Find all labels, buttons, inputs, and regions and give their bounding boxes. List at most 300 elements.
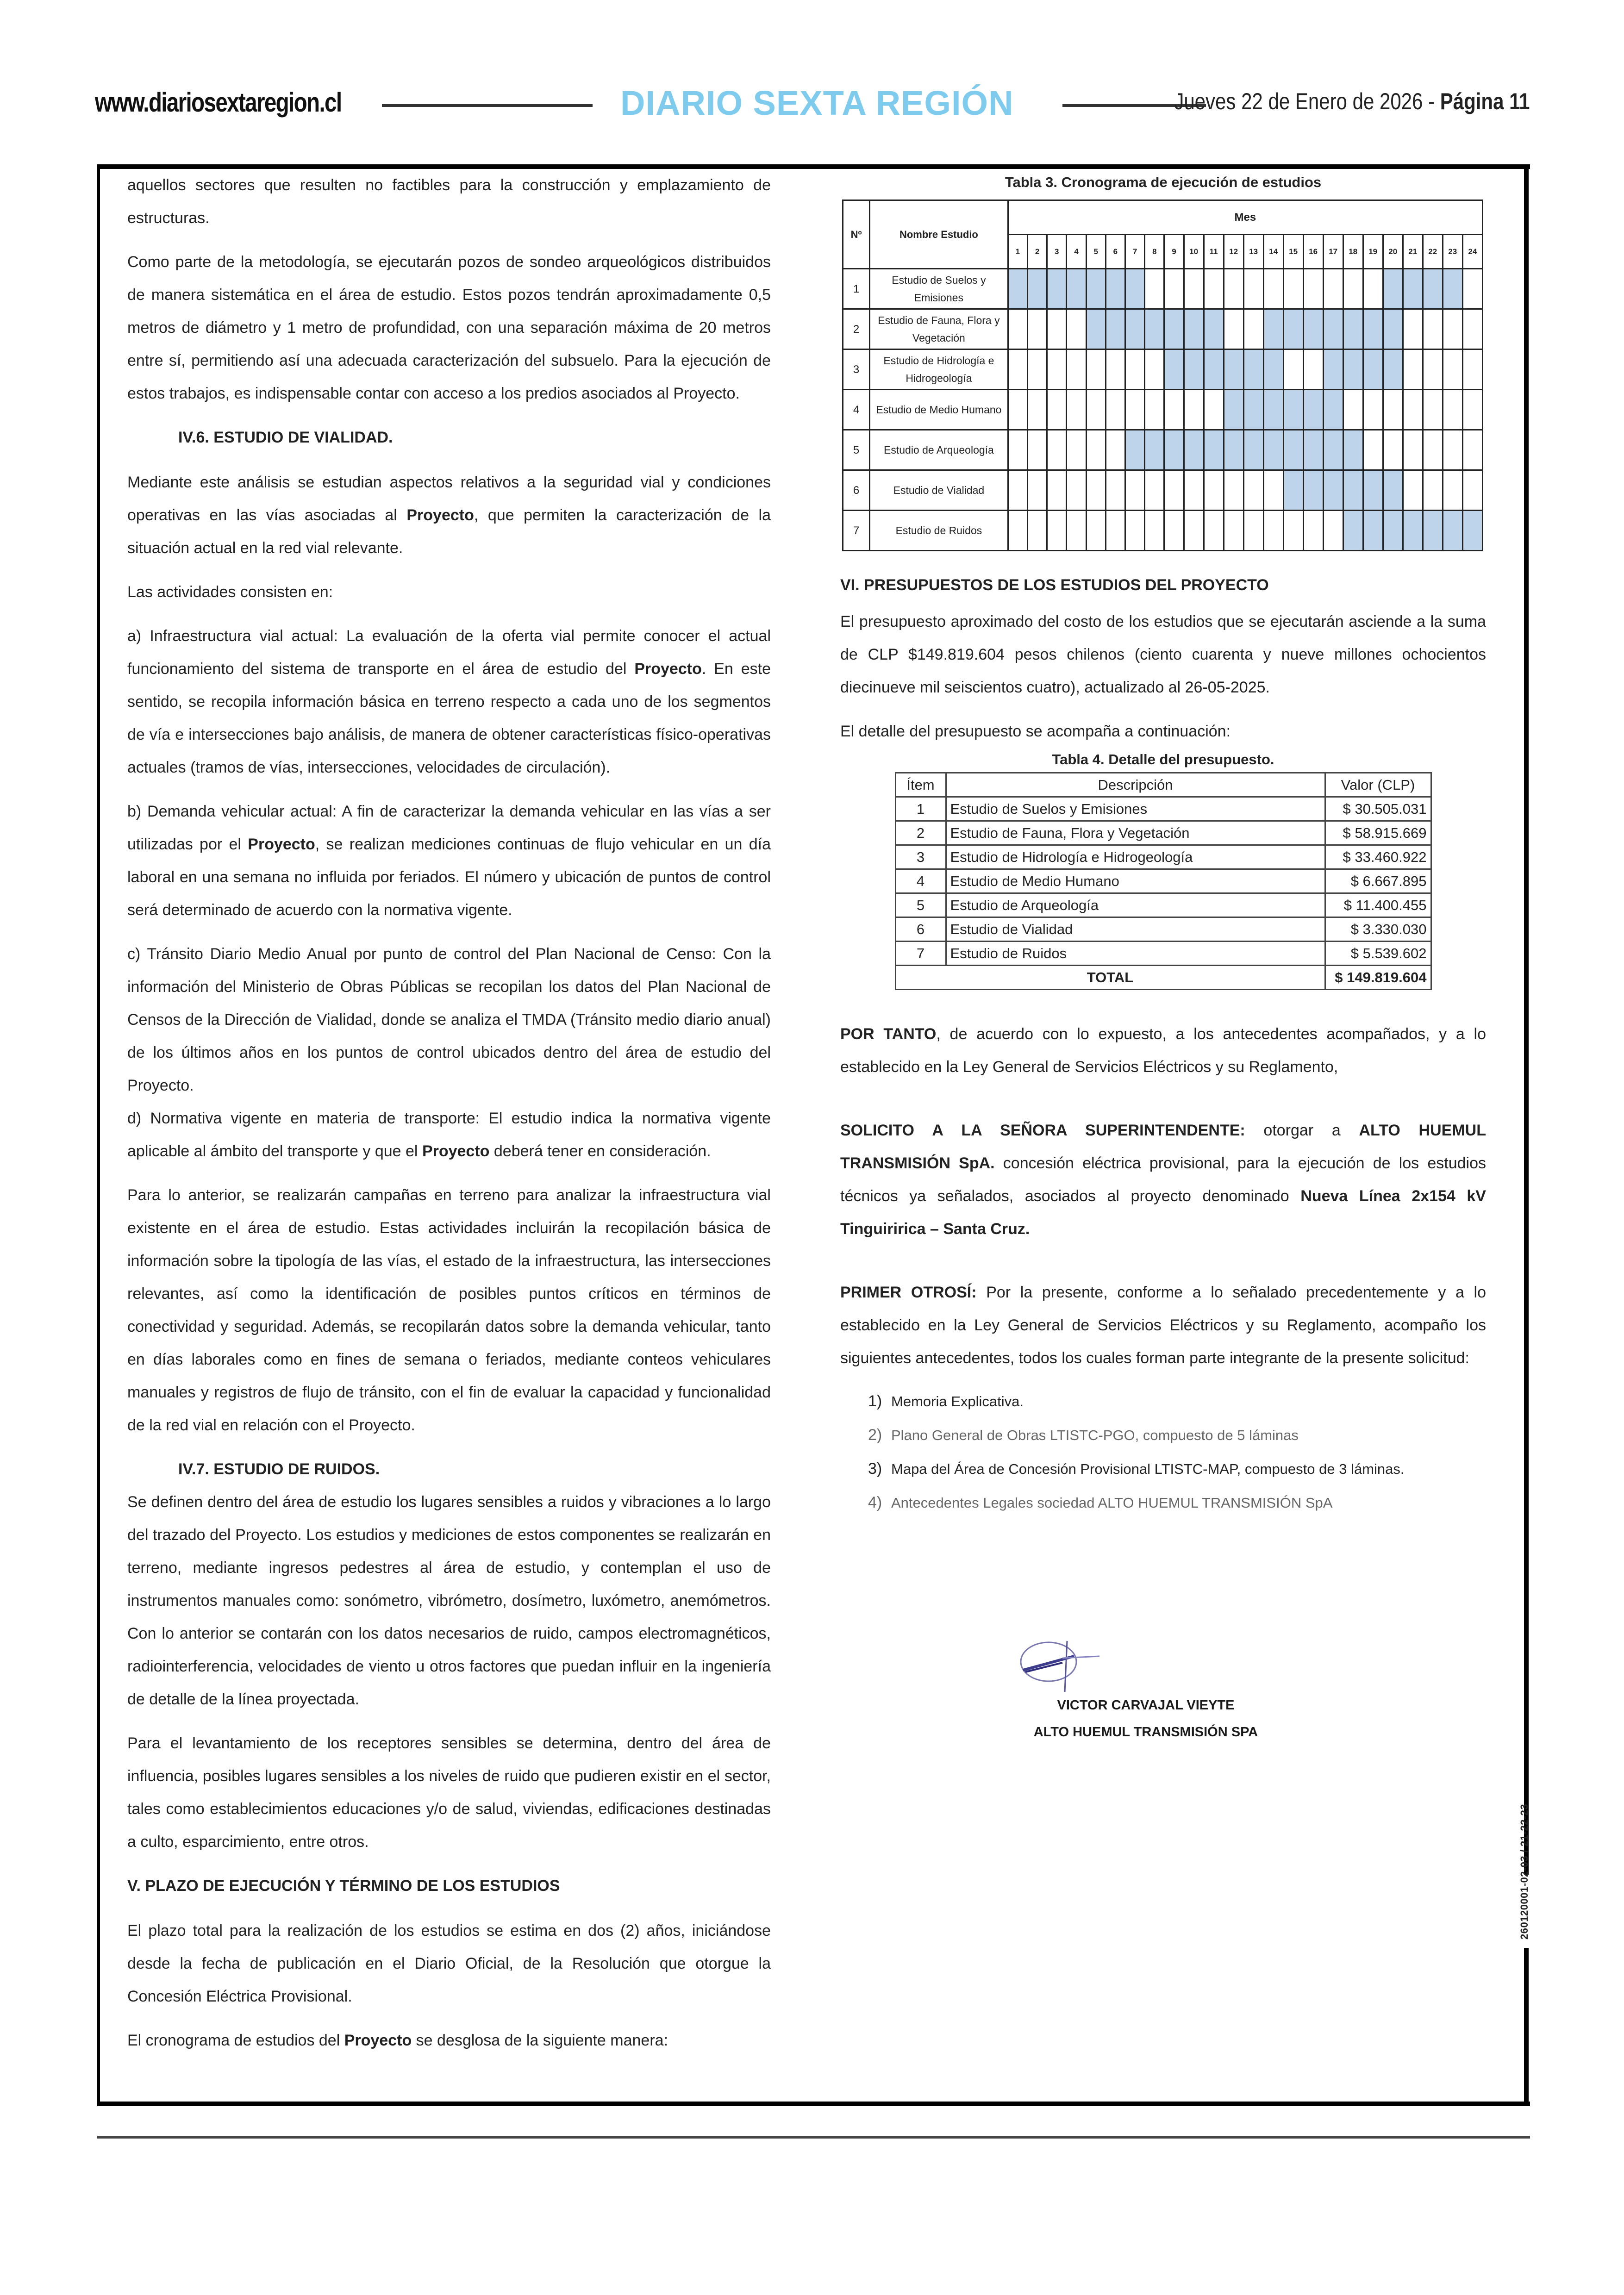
schedule-cell (1224, 511, 1243, 551)
annex-list (840, 1386, 1486, 1518)
month-header: 10 (1184, 235, 1204, 269)
month-header: 20 (1383, 235, 1403, 269)
schedule-cell (1462, 349, 1482, 390)
item-value: $ 6.667.895 (1325, 869, 1431, 893)
schedule-cell (1027, 390, 1047, 430)
list-item-b (127, 795, 771, 927)
schedule-cell (1047, 309, 1067, 349)
schedule-cell-active (1243, 390, 1263, 430)
schedule-cell-active (1383, 470, 1403, 511)
schedule-table (842, 200, 1483, 551)
emphasis: Proyecto (344, 2032, 412, 2049)
item-description: Estudio de Vialidad (946, 917, 1325, 942)
schedule-cell (1263, 269, 1283, 309)
schedule-cell (1047, 349, 1067, 390)
publication-code: 260120001-02-03 / 21-22-23 (1518, 1803, 1530, 1940)
schedule-cell-active (1363, 511, 1383, 551)
annex-item (868, 1420, 1486, 1451)
schedule-cell-active (1283, 430, 1303, 470)
schedule-cell (1462, 430, 1482, 470)
schedule-cell (1106, 349, 1125, 390)
study-name: Estudio de Arqueología (870, 430, 1008, 470)
schedule-cell-active (1403, 269, 1423, 309)
schedule-cell (1067, 309, 1086, 349)
section-heading-presupuesto: VI. PRESUPUESTOS DE LOS ESTUDIOS DEL PROYECTO (840, 576, 1269, 594)
schedule-cell (1403, 470, 1423, 511)
schedule-cell (1145, 511, 1164, 551)
list-item-c: c) Tránsito Diario Medio Anual por punto de control del Plan Nacional de Censo: Con la información del Ministerio de Obras Públicas se recopilan los datos del Plan Nacional de Censos de la Dirección de Vialidad, donde se analiza el TMDA (Tránsito medio diario anual) de los últimos años en los puntos de control ubicados dentro del área de estudio del Proyecto. (127, 945, 771, 1094)
total-row (895, 966, 1431, 990)
paragraph: Como parte de la metodología, se ejecutarán pozos de sondeo arqueológicos distribuidos de manera sistemática en el área de estudio. Estos pozos tendrán aproximadamente 0,5 metros de diámetro y 1 metro de profundidad, con una separación máxima de 20 metros entre sí, permitiendo así una adecuada caracterización del subsuelo. Para la ejecución de estos trabajos, es indispensable contar con acceso a los predios asociados al Proyecto. (127, 253, 771, 402)
col-header-name: Nombre Estudio (870, 200, 1008, 269)
paragraph: Se definen dentro del área de estudio los lugares sensibles a ruidos y vibraciones a lo largo del trazado del Proyecto. Los estudios y mediciones de estos componentes se realizarán en terreno, mediante ingresos pedestres al área de estudio, y contemplan el uso de instrumentos manuales como: sonómetro, vibrómetro, dosímetro, luxómetro, anemómetros. Con lo anterior se contarán con los datos necesarios de ruido, campos electromagnéticos, radiointerferencia, velocidades de viento u otros factores que puedan influir en la ingeniería de detalle de la línea proyectada. (127, 1493, 771, 1708)
schedule-cell-active (1125, 430, 1145, 470)
annex-item (868, 1386, 1486, 1417)
schedule-row (843, 470, 1483, 511)
study-name: Estudio de Vialidad (870, 470, 1008, 511)
schedule-cell-active (1323, 470, 1343, 511)
emphasis: POR TANTO (840, 1025, 937, 1043)
paragraph (127, 466, 771, 565)
budget-row (895, 821, 1431, 845)
schedule-cell (1086, 511, 1106, 551)
schedule-cell-active (1224, 430, 1243, 470)
schedule-cell (1462, 390, 1482, 430)
frame-border-top (97, 164, 1530, 169)
item-value: $ 30.505.031 (1325, 797, 1431, 821)
item-number: 1 (895, 797, 946, 821)
schedule-cell-active (1145, 430, 1164, 470)
schedule-cell (1403, 430, 1423, 470)
frame-border-right (1524, 164, 1529, 1875)
budget-row (895, 942, 1431, 966)
schedule-cell (1008, 430, 1027, 470)
annex-item (868, 1487, 1486, 1518)
otrosi-paragraph (840, 1276, 1486, 1375)
schedule-cell (1008, 349, 1027, 390)
date-text: Jueves 22 de Enero de 2026 - (1174, 88, 1441, 114)
text: Mediante este análisis se estudian aspectos relativos a la seguridad vial y condiciones operativas en las vías asociadas al (127, 474, 771, 524)
schedule-cell-active (1363, 349, 1383, 390)
schedule-cell (1423, 309, 1443, 349)
text: deberá tener en consideración. (489, 1142, 711, 1160)
annex-text: Plano General de Obras LTISTC-PGO, compuesto de 5 láminas (891, 1427, 1299, 1443)
item-number: 2 (895, 821, 946, 845)
month-header: 2 (1027, 235, 1047, 269)
por-tanto-paragraph (840, 1018, 1486, 1084)
schedule-cell (1263, 470, 1283, 511)
schedule-cell-active (1184, 430, 1204, 470)
schedule-cell (1363, 269, 1383, 309)
item-description: Estudio de Fauna, Flora y Vegetación (946, 821, 1325, 845)
schedule-cell-active (1343, 511, 1363, 551)
schedule-cell-active (1303, 470, 1323, 511)
schedule-cell-active (1323, 309, 1343, 349)
schedule-cell (1204, 470, 1224, 511)
month-header: 4 (1067, 235, 1086, 269)
schedule-cell-active (1363, 309, 1383, 349)
schedule-cell-active (1323, 390, 1343, 430)
schedule-cell-active (1323, 430, 1343, 470)
text: . En este sentido, se recopila información básica en terreno respecto a cada uno de los segmentos de vía e intersecciones bajo análisis, de manera de obtener características físico-operativas actuales (tramos de vías, intersecciones, velocidades de circulación). (127, 660, 771, 776)
schedule-cell (1125, 390, 1145, 430)
schedule-cell-active (1423, 511, 1443, 551)
schedule-cell (1086, 349, 1106, 390)
schedule-cell (1067, 349, 1086, 390)
schedule-cell (1443, 349, 1462, 390)
schedule-cell-active (1383, 511, 1403, 551)
schedule-cell (1323, 511, 1343, 551)
emphasis: Proyecto (406, 506, 474, 524)
schedule-cell (1008, 309, 1027, 349)
schedule-cell (1125, 349, 1145, 390)
schedule-cell-active (1303, 309, 1323, 349)
schedule-cell-active (1106, 309, 1125, 349)
schedule-cell (1224, 309, 1243, 349)
month-header: 11 (1204, 235, 1224, 269)
schedule-cell (1145, 349, 1164, 390)
table3-caption: Tabla 3. Cronograma de ejecución de estudios (1005, 174, 1322, 190)
schedule-cell (1323, 269, 1343, 309)
schedule-cell (1224, 470, 1243, 511)
frame-border-bottom (97, 2102, 1530, 2106)
schedule-row (843, 390, 1483, 430)
annex-number: 4) (868, 1494, 882, 1511)
schedule-cell-active (1323, 349, 1343, 390)
month-header: 23 (1443, 235, 1462, 269)
annex-item (868, 1453, 1486, 1484)
schedule-row (843, 511, 1483, 551)
schedule-cell-active (1462, 511, 1482, 551)
schedule-cell (1204, 269, 1224, 309)
signature-icon (1016, 1629, 1118, 1694)
month-header: 7 (1125, 235, 1145, 269)
schedule-cell (1047, 430, 1067, 470)
paragraph: Para lo anterior, se realizarán campañas en terreno para analizar la infraestructura vial existente en el área de estudio. Estas actividades incluirán la recopilación básica de información sobre la tipología de las vías, el estado de la infraestructura, las intersecciones relevantes, así como la identificación de posibles puntos críticos en términos de conectividad y seguridad. Además, se recopilarán datos sobre la demanda vehicular, tanto en días laborales como en fines de semana o feriados, mediante conteos vehiculares manuales y registros de flujo de tránsito, con el fin de evaluar la capacidad y funcionalidad de la red vial en relación con el Proyecto. (127, 1186, 771, 1434)
item-number: 6 (895, 917, 946, 942)
schedule-cell (1423, 470, 1443, 511)
schedule-cell (1204, 511, 1224, 551)
month-header: 19 (1363, 235, 1383, 269)
schedule-cell (1067, 470, 1086, 511)
emphasis: SOLICITO A LA SEÑORA SUPERINTENDENTE: (840, 1122, 1245, 1139)
schedule-cell-active (1303, 430, 1323, 470)
list-item-d (127, 1102, 771, 1168)
schedule-cell-active (1204, 309, 1224, 349)
schedule-cell (1443, 390, 1462, 430)
month-header: 14 (1263, 235, 1283, 269)
schedule-cell-active (1343, 309, 1363, 349)
text: d) Normativa vigente en materia de transporte: El estudio indica la normativa vigente aplicable al ámbito del transporte y que el (127, 1110, 771, 1160)
schedule-cell (1086, 470, 1106, 511)
month-header: 18 (1343, 235, 1363, 269)
text: , se realizan mediciones continuas de flujo vehicular en un día laboral en una semana no influida por feriados. El número y ubicación de puntos de control será determinado de acuerdo con la normativa vigente. (127, 836, 771, 919)
schedule-cell (1303, 269, 1323, 309)
schedule-cell (1184, 511, 1204, 551)
schedule-cell-active (1164, 430, 1184, 470)
schedule-cell-active (1283, 470, 1303, 511)
study-number: 1 (843, 269, 870, 309)
site-url[interactable]: www.diariosextaregion.cl (95, 87, 342, 118)
col-header-month: Mes (1008, 200, 1482, 235)
month-header: 5 (1086, 235, 1106, 269)
schedule-cell (1145, 269, 1164, 309)
month-header: 17 (1323, 235, 1343, 269)
schedule-cell-active (1383, 269, 1403, 309)
annex-text: Mapa del Área de Concesión Provisional LTISTC-MAP, compuesto de 3 láminas. (891, 1461, 1405, 1477)
paragraph: Para el levantamiento de los receptores sensibles se determina, dentro del área de influencia, posibles lugares sensibles a los niveles de ruido que pudieren existir en el sector, tales como establecimientos educaciones y/o de salud, viviendas, edificaciones destinadas a culto, esparcimiento, entre otros. (127, 1734, 771, 1851)
schedule-cell (1106, 390, 1125, 430)
schedule-cell (1283, 349, 1303, 390)
schedule-cell (1224, 269, 1243, 309)
text: , que permiten la caracterización de la situación actual en la red vial relevante. (127, 506, 771, 557)
study-number: 2 (843, 309, 870, 349)
text: concesión eléctrica provisional, para la ejecución de los estudios técnicos ya señalados, asociados al proyecto denominado (840, 1154, 1486, 1205)
schedule-cell-active (1343, 349, 1363, 390)
budget-row (895, 917, 1431, 942)
schedule-cell (1303, 511, 1323, 551)
schedule-row (843, 349, 1483, 390)
table4-caption: Tabla 4. Detalle del presupuesto. (1052, 751, 1274, 767)
study-number: 7 (843, 511, 870, 551)
paragraph: El plazo total para la realización de los estudios se estima en dos (2) años, iniciándose desde la fecha de publicación en el Diario Oficial, de la Resolución que otorgue la Concesión Eléctrica Provisional. (127, 1922, 771, 2005)
budget-row (895, 869, 1431, 893)
schedule-cell (1008, 511, 1027, 551)
schedule-cell (1027, 309, 1047, 349)
schedule-cell (1027, 430, 1047, 470)
schedule-cell-active (1343, 470, 1363, 511)
signature-block (840, 1692, 1451, 1746)
schedule-cell (1027, 470, 1047, 511)
schedule-cell-active (1027, 269, 1047, 309)
schedule-cell-active (1125, 269, 1145, 309)
budget-row (895, 797, 1431, 821)
schedule-cell (1184, 390, 1204, 430)
emphasis: PRIMER OTROSÍ: (840, 1284, 977, 1301)
schedule-cell-active (1263, 349, 1283, 390)
schedule-cell (1164, 470, 1184, 511)
schedule-cell-active (1303, 390, 1323, 430)
budget-table (895, 772, 1432, 990)
annex-number: 1) (868, 1392, 882, 1410)
schedule-cell-active (1283, 390, 1303, 430)
col-header-item: Ítem (895, 773, 946, 797)
schedule-cell (1184, 470, 1204, 511)
schedule-cell (1383, 390, 1403, 430)
schedule-cell (1363, 430, 1383, 470)
item-value: $ 58.915.669 (1325, 821, 1431, 845)
schedule-cell (1243, 511, 1263, 551)
item-description: Estudio de Arqueología (946, 893, 1325, 917)
study-number: 6 (843, 470, 870, 511)
month-header: 16 (1303, 235, 1323, 269)
schedule-cell (1047, 511, 1067, 551)
schedule-cell (1243, 269, 1263, 309)
schedule-cell (1343, 269, 1363, 309)
schedule-cell-active (1106, 269, 1125, 309)
company-name: ALTO HUEMUL TRANSMISIÓN SpA. (840, 1122, 1486, 1172)
schedule-cell (1106, 430, 1125, 470)
schedule-cell (1423, 430, 1443, 470)
paragraph: Las actividades consisten en: (127, 583, 333, 601)
schedule-cell (1462, 470, 1482, 511)
month-header: 13 (1243, 235, 1263, 269)
study-number: 3 (843, 349, 870, 390)
schedule-cell (1403, 349, 1423, 390)
schedule-row (843, 269, 1483, 309)
section-heading-ruidos: IV.7. ESTUDIO DE RUIDOS. (178, 1460, 380, 1478)
schedule-cell-active (1383, 309, 1403, 349)
list-item-a (127, 620, 771, 784)
item-value: $ 11.400.455 (1325, 893, 1431, 917)
schedule-cell (1164, 390, 1184, 430)
schedule-cell (1443, 309, 1462, 349)
schedule-cell (1027, 349, 1047, 390)
schedule-cell (1067, 390, 1086, 430)
schedule-cell-active (1047, 269, 1067, 309)
schedule-cell (1047, 390, 1067, 430)
annex-number: 2) (868, 1426, 882, 1444)
annex-text: Memoria Explicativa. (891, 1393, 1024, 1409)
study-number: 4 (843, 390, 870, 430)
schedule-cell (1443, 430, 1462, 470)
schedule-cell-active (1125, 309, 1145, 349)
emphasis: Proyecto (422, 1142, 490, 1160)
study-name: Estudio de Fauna, Flora y Vegetación (870, 309, 1008, 349)
text: a) Infraestructura vial actual: La evaluación de la oferta vial permite conocer el actual funcionamiento del sistema de transporte en el área de estudio del (127, 627, 771, 678)
schedule-cell (1423, 390, 1443, 430)
item-description: Estudio de Ruidos (946, 942, 1325, 966)
schedule-row (843, 430, 1483, 470)
schedule-cell-active (1443, 511, 1462, 551)
schedule-cell (1047, 470, 1067, 511)
month-header: 12 (1224, 235, 1243, 269)
schedule-cell (1027, 511, 1047, 551)
item-number: 5 (895, 893, 946, 917)
schedule-cell (1125, 511, 1145, 551)
schedule-cell-active (1283, 309, 1303, 349)
month-header: 8 (1145, 235, 1164, 269)
schedule-cell-active (1184, 309, 1204, 349)
month-header: 6 (1106, 235, 1125, 269)
paragraph (127, 2024, 771, 2057)
study-name: Estudio de Ruidos (870, 511, 1008, 551)
schedule-cell-active (1086, 309, 1106, 349)
item-description: Estudio de Medio Humano (946, 869, 1325, 893)
paragraph: El detalle del presupuesto se acompaña a continuación: (840, 723, 1231, 740)
schedule-cell (1303, 349, 1323, 390)
schedule-cell-active (1343, 430, 1363, 470)
schedule-cell (1164, 511, 1184, 551)
schedule-cell (1106, 470, 1125, 511)
solicito-paragraph (840, 1114, 1486, 1246)
schedule-cell-active (1008, 269, 1027, 309)
item-number: 4 (895, 869, 946, 893)
schedule-cell-active (1403, 511, 1423, 551)
schedule-cell-active (1363, 470, 1383, 511)
page-number: Página 11 (1440, 88, 1530, 114)
schedule-cell (1403, 390, 1423, 430)
schedule-cell (1462, 309, 1482, 349)
schedule-cell-active (1086, 269, 1106, 309)
schedule-cell (1008, 470, 1027, 511)
signer-company: ALTO HUEMUL TRANSMISIÓN SPA (1033, 1725, 1258, 1740)
schedule-cell (1086, 430, 1106, 470)
schedule-cell (1283, 269, 1303, 309)
schedule-cell (1443, 470, 1462, 511)
item-number: 7 (895, 942, 946, 966)
project-name: Nueva Línea 2x154 kV Tinguiririca – Santa Cruz. (840, 1187, 1486, 1238)
total-label: TOTAL (895, 966, 1325, 990)
schedule-cell-active (1184, 349, 1204, 390)
col-header-no: Nº (843, 200, 870, 269)
month-header: 3 (1047, 235, 1067, 269)
text: Por la presente, conforme a lo señalado precedentemente y a lo establecido en la Ley General de Servicios Eléctricos y su Reglamento, acompaño los siguientes antecedentes, todos los cuales forman parte integrante de la presente solicitud: (840, 1284, 1487, 1367)
item-value: $ 3.330.030 (1325, 917, 1431, 942)
budget-row (895, 845, 1431, 869)
item-number: 3 (895, 845, 946, 869)
text: , de acuerdo con lo expuesto, a los antecedentes acompañados, y a lo establecido en la Ley General de Servicios Eléctricos y su Reglamento, (840, 1025, 1486, 1076)
schedule-cell (1184, 269, 1204, 309)
budget-row (895, 893, 1431, 917)
item-description: Estudio de Hidrología e Hidrogeología (946, 845, 1325, 869)
item-value: $ 33.460.922 (1325, 845, 1431, 869)
schedule-cell (1243, 309, 1263, 349)
study-number: 5 (843, 430, 870, 470)
schedule-cell (1243, 470, 1263, 511)
schedule-cell-active (1145, 309, 1164, 349)
schedule-cell-active (1204, 430, 1224, 470)
schedule-cell (1086, 390, 1106, 430)
schedule-cell (1462, 269, 1482, 309)
frame-border-right-lower (1524, 1948, 1529, 2106)
text: b) Demanda vehicular actual: A fin de caracterizar la demanda vehicular en las vías a ser utilizadas por el (127, 803, 771, 853)
text: se desglosa de la siguiente manera: (412, 2032, 668, 2049)
schedule-cell-active (1243, 430, 1263, 470)
schedule-cell-active (1067, 269, 1086, 309)
col-header-description: Descripción (946, 773, 1325, 797)
schedule-cell (1343, 390, 1363, 430)
month-header: 21 (1403, 235, 1423, 269)
month-header: 15 (1283, 235, 1303, 269)
header-rule-left (382, 104, 593, 107)
schedule-cell (1067, 430, 1086, 470)
schedule-cell (1283, 511, 1303, 551)
schedule-cell-active (1443, 269, 1462, 309)
left-column (127, 169, 771, 2068)
emphasis: Proyecto (634, 660, 702, 678)
schedule-cell-active (1164, 349, 1184, 390)
schedule-cell (1008, 390, 1027, 430)
newspaper-brand: DIARIO SEXTA REGIÓN (620, 84, 1014, 122)
schedule-cell (1423, 349, 1443, 390)
annex-number: 3) (868, 1460, 882, 1478)
text: El cronograma de estudios del (127, 2032, 344, 2049)
schedule-cell (1204, 390, 1224, 430)
section-heading-plazo: V. PLAZO DE EJECUCIÓN Y TÉRMINO DE LOS ESTUDIOS (127, 1877, 560, 1895)
month-header: 1 (1008, 235, 1027, 269)
paragraph: El presupuesto aproximado del costo de los estudios que se ejecutarán asciende a la suma de CLP $149.819.604 pesos chilenos (ciento cuarenta y nueve millones ochocientos diecinueve mil seiscientos cuatro), actualizado al 26-05-2025. (840, 613, 1486, 696)
signer-name: VICTOR CARVAJAL VIEYTE (1057, 1698, 1235, 1713)
schedule-row (843, 309, 1483, 349)
text: otorgar a (1245, 1122, 1359, 1139)
emphasis: Proyecto (248, 836, 315, 853)
schedule-cell-active (1263, 309, 1283, 349)
col-header-value: Valor (CLP) (1325, 773, 1431, 797)
schedule-cell-active (1164, 309, 1184, 349)
schedule-cell-active (1224, 390, 1243, 430)
study-name: Estudio de Medio Humano (870, 390, 1008, 430)
